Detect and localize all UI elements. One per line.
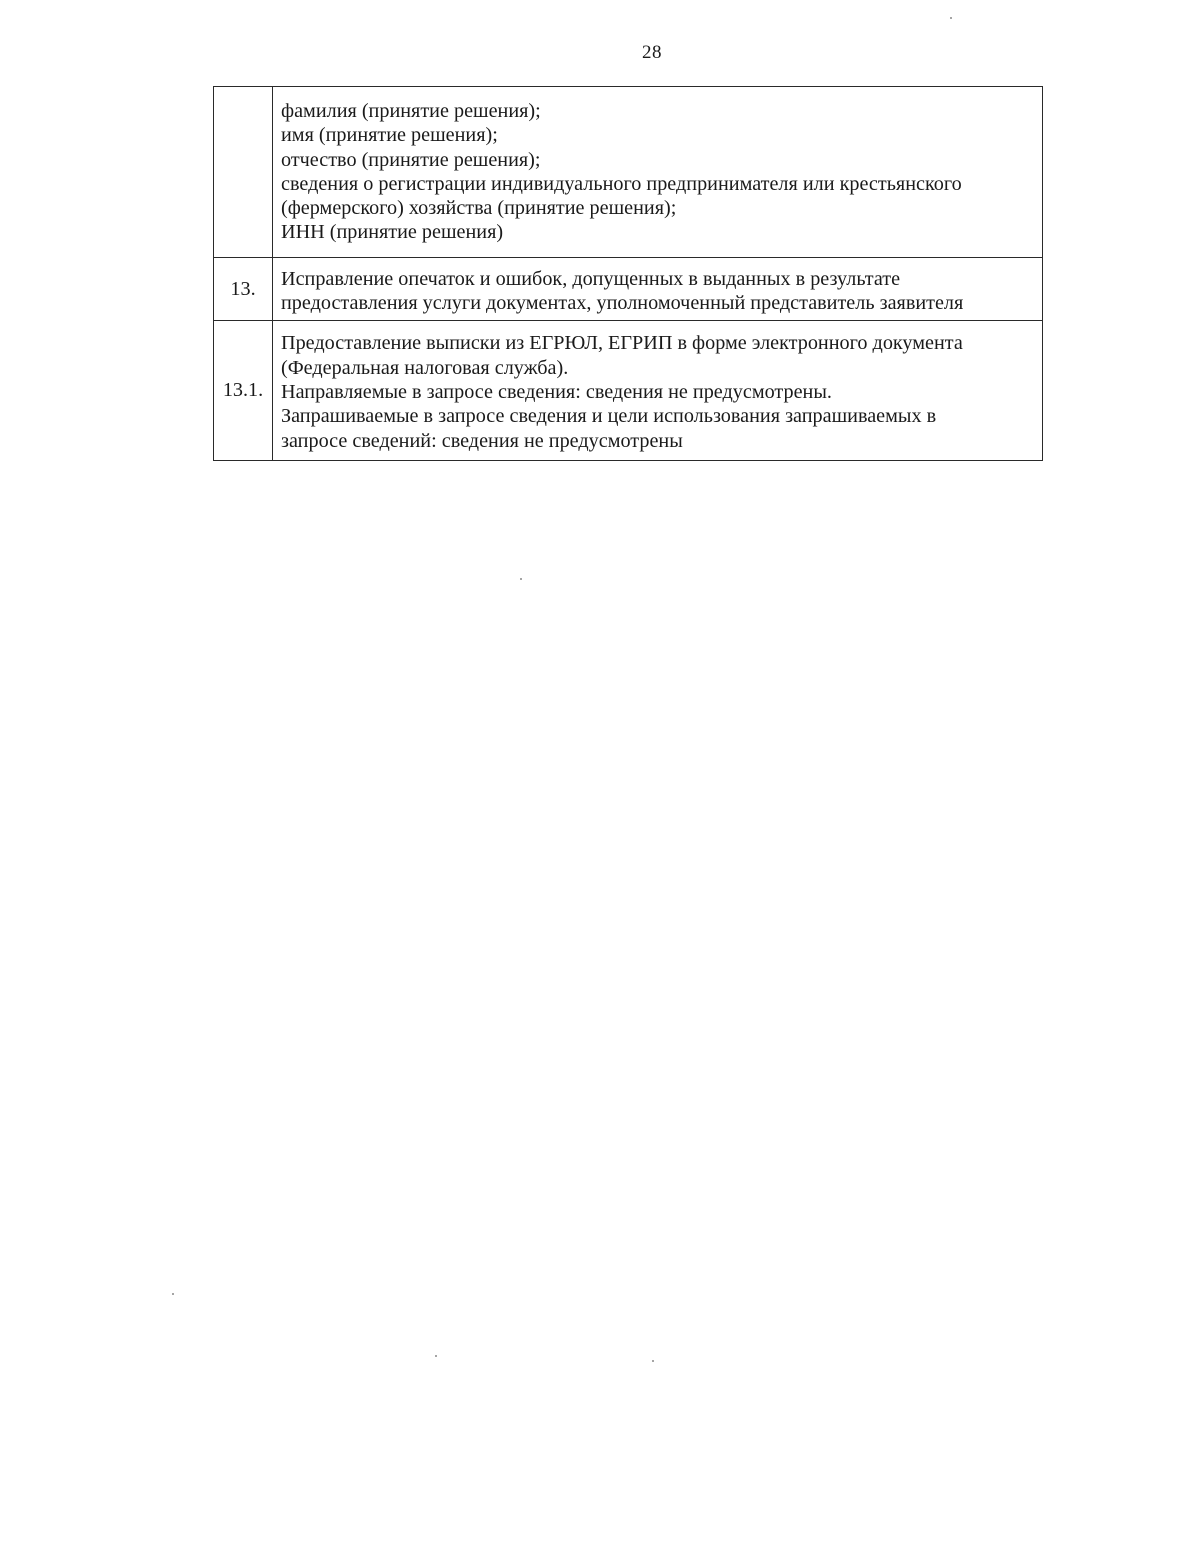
text-line: Предоставление выписки из ЕГРЮЛ, ЕГРИП в форме электронного документа (281, 332, 963, 355)
scan-speck (652, 1360, 654, 1362)
row-number-cell: 13.1. (214, 321, 273, 460)
text-line: Исправление опечаток и ошибок, допущенных в выданных в результате (281, 267, 901, 290)
text-line: запросе сведений: сведения не предусмотрены (281, 429, 683, 452)
scan-speck (950, 17, 952, 19)
row-text-cell (273, 257, 1043, 321)
text-line: (Федеральная налоговая служба). (281, 356, 569, 379)
row-number-cell: 13. (214, 257, 273, 321)
table-row (214, 321, 1043, 460)
scan-speck (435, 1355, 437, 1357)
text-line: имя (принятие решения); (281, 124, 498, 147)
row-number-cell (214, 87, 273, 258)
text-line: фамилия (принятие решения); (281, 100, 541, 122)
table-row (214, 257, 1043, 321)
text-line: (фермерского) хозяйства (принятие решения); (281, 197, 677, 220)
text-line: Запрашиваемые в запросе сведения и цели использования запрашиваемых в (281, 405, 937, 428)
scan-speck (520, 578, 522, 580)
row-text-cell (273, 87, 1043, 258)
row-text-cell (273, 321, 1043, 460)
text-line: ИНН (принятие решения) (281, 221, 504, 244)
table-row (214, 87, 1043, 258)
text-line: сведения о регистрации индивидуального предпринимателя или крестьянского (281, 172, 962, 195)
text-line: отчество (принятие решения); (281, 148, 541, 171)
page-number: 28 (642, 42, 662, 63)
scan-speck (172, 1293, 174, 1295)
text-line: Направляемые в запросе сведения: сведения не предусмотрены. (281, 380, 832, 403)
document-table (213, 86, 1043, 461)
text-line: предоставления услуги документах, уполномоченный представитель заявителя (281, 292, 964, 315)
